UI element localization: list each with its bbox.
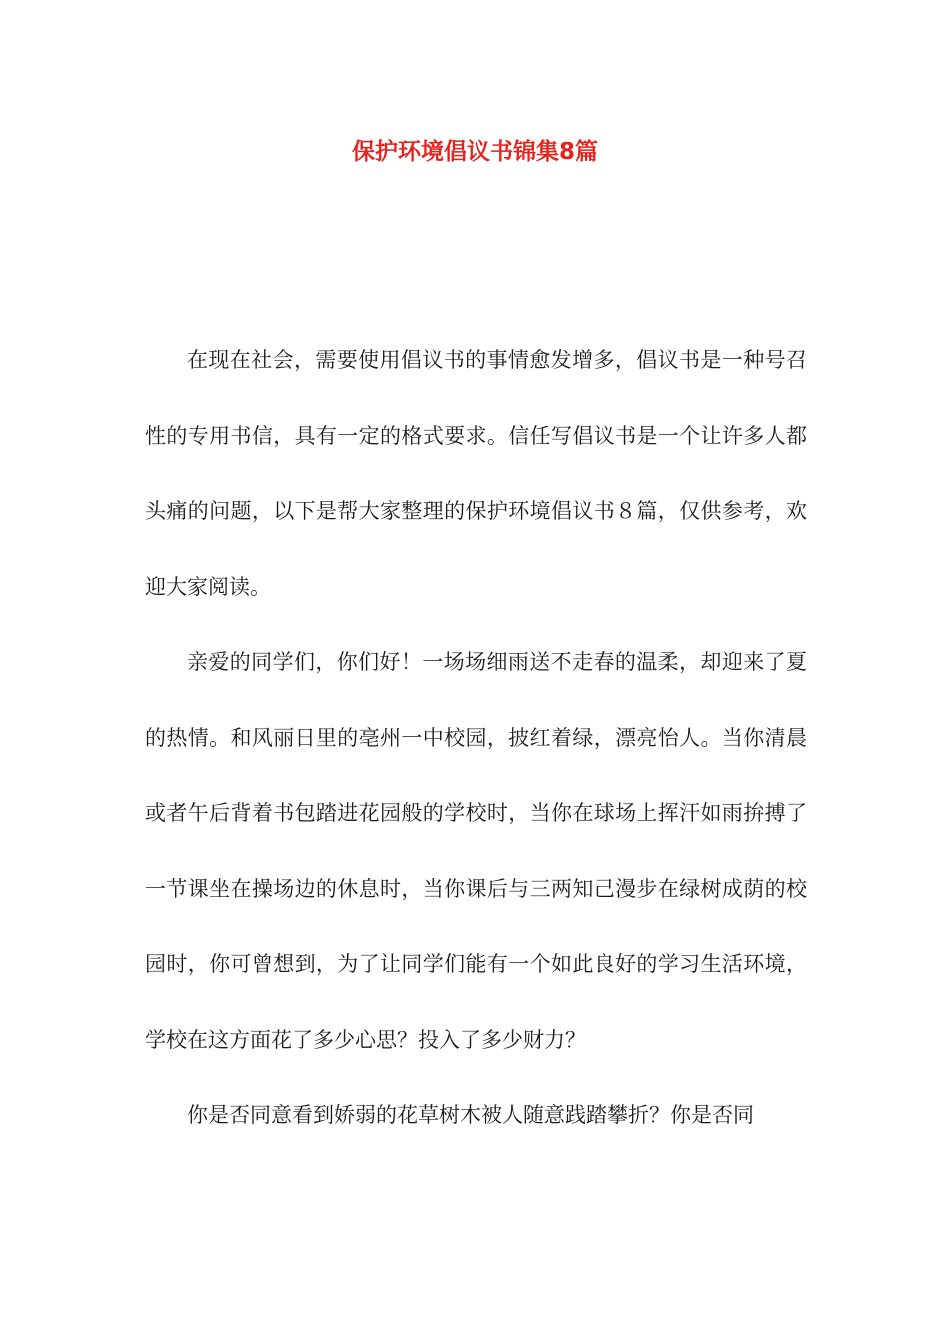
paragraph-greeting: 亲爱的同学们，你们好！一场场细雨送不走春的温柔，却迎来了夏的热情。和风丽日里的亳州一中校园，披红着绿，漂亮怡人。当你清晨或者午后背着书包踏进花园般的学校时，当你在球场上挥汗如雨拚搏了一节课坐在操场边的休息时，当你课后与三两知己漫步在绿树成荫的校园时，你可曾想到，为了让同学们能有一个如此良好的学习生活环境，学校在这方面花了多少心思？投入了多少财力？ <box>145 650 807 1052</box>
document-body <box>145 323 807 1154</box>
paragraph-intro: 在现在社会，需要使用倡议书的事情愈发增多，倡议书是一种号召性的专用书信，具有一定的格式要求。信任写倡议书是一个让许多人都头痛的问题，以下是帮大家整理的保护环境倡议书８篇，仅供参考，欢迎大家阅读。 <box>145 348 807 599</box>
document-title: 保护环境倡议书锦集8篇 <box>351 139 598 165</box>
paragraph-question: 你是否同意看到娇弱的花草树木被人随意践踏攀折？你是否同 <box>187 1103 754 1127</box>
